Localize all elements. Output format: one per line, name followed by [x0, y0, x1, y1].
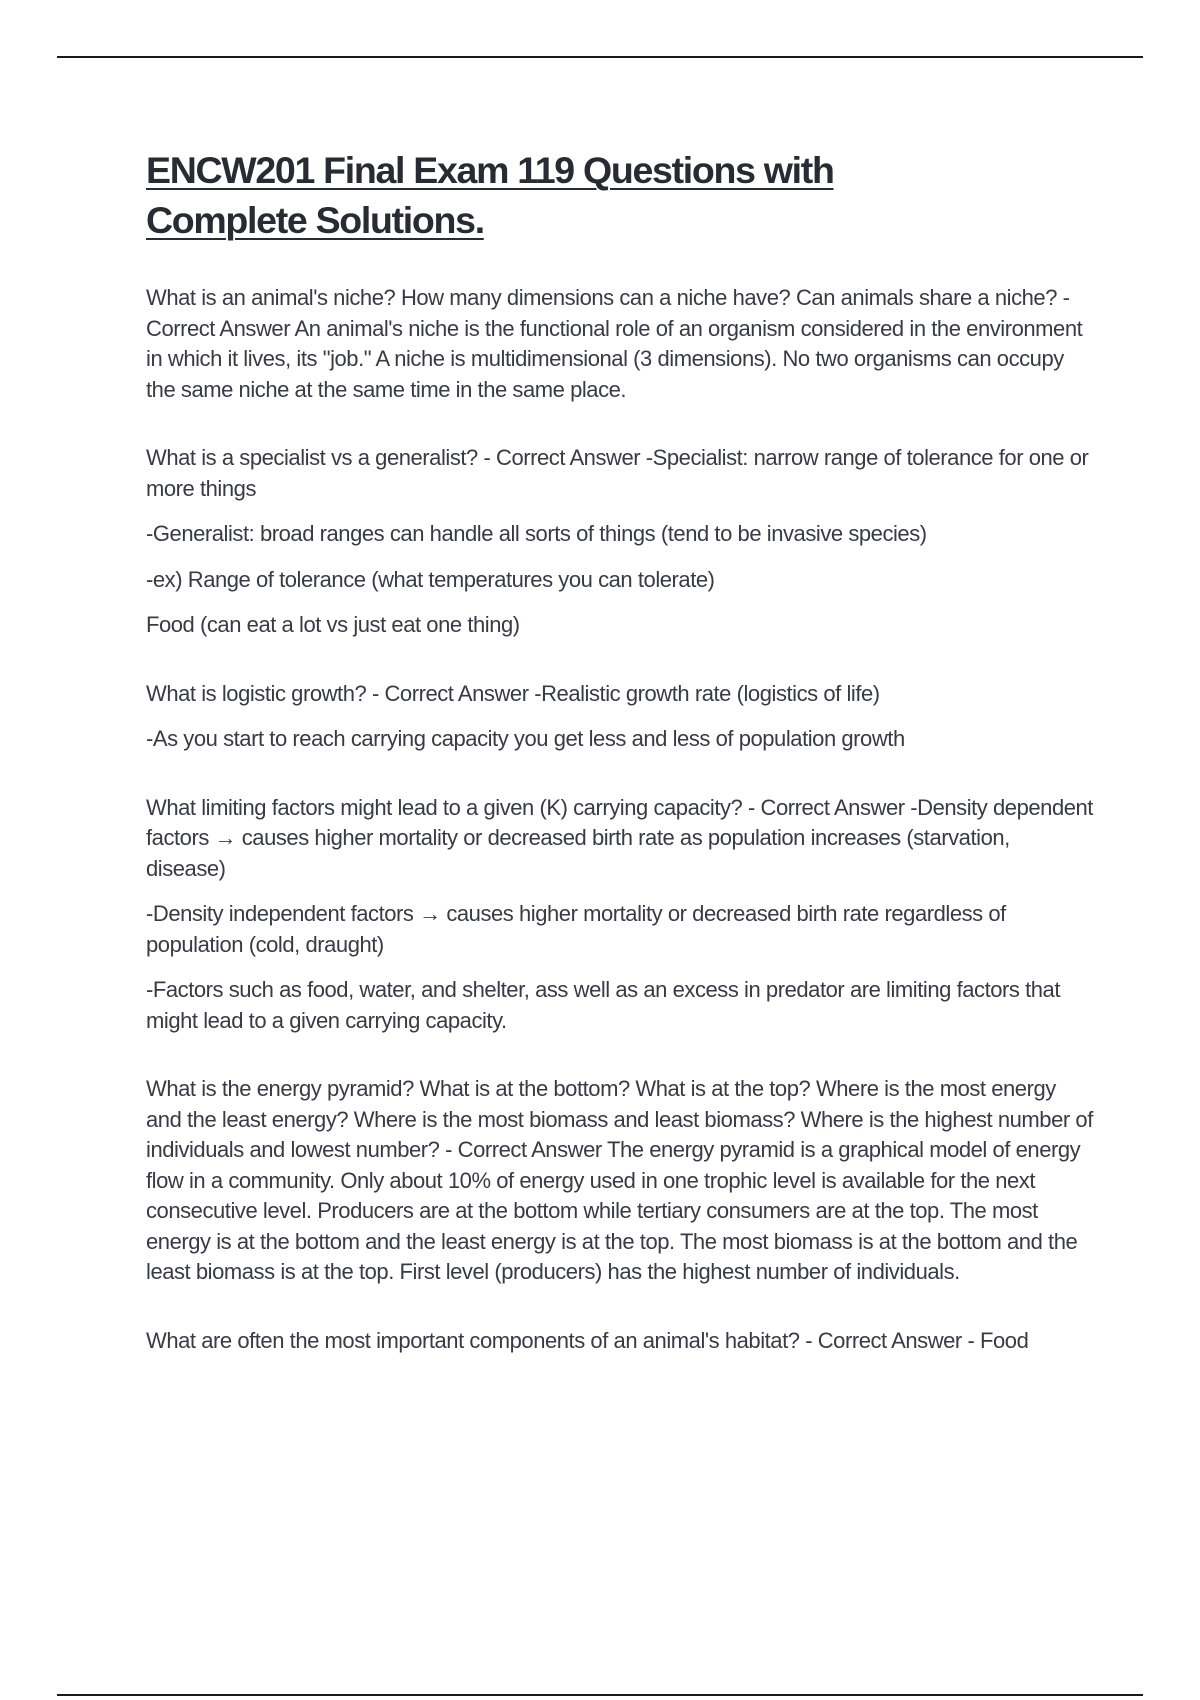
qa-block-energy-pyramid — [146, 1074, 1094, 1288]
qa-paragraph: What is an animal's niche? How many dimensions can a niche have? Can animals share a niche? - Correct Answer An animal's niche is the functional role of an organism considered in the environment in which it lives, its "job." A niche is multidimensional (3 dimensions). No two organisms can occupy the same niche at the same time in the same place. — [146, 285, 1083, 402]
qa-block-niche — [146, 283, 1094, 405]
document-title — [146, 145, 1094, 245]
qa-paragraph: What is logistic growth? - Correct Answer -Realistic growth rate (logistics of life) — [146, 680, 880, 706]
qa-paragraph: What are often the most important components of an animal's habitat? - Correct Answer - Food — [146, 1327, 1029, 1353]
qa-paragraph: Food (can eat a lot vs just eat one thing) — [146, 612, 520, 637]
qa-paragraph: What limiting factors might lead to a given (K) carrying capacity? - Correct Answer -Density dependent factors → causes higher mortality or decreased birth rate as population increases (starvation, disease) — [146, 794, 1093, 881]
qa-block-habitat — [146, 1326, 1094, 1357]
qa-block-specialist — [146, 443, 1094, 641]
document-body — [146, 145, 1094, 1394]
qa-paragraph: What is the energy pyramid? What is at the bottom? What is at the top? Where is the most energy and the least energy? Where is the most biomass and least biomass? Where is the highest number of individuals and lowest number? - Correct Answer The energy pyramid is a graphical model of energy flow in a community. Only about 10% of energy used in one trophic level is available for the next consecutive level. Producers are at the bottom while tertiary consumers are at the top. The most energy is at the bottom and the least energy is at the top. The most biomass is at the bottom and the least biomass is at the top. First level (producers) has the highest number of individuals. — [146, 1076, 1093, 1284]
qa-block-limiting-factors — [146, 793, 1094, 1037]
qa-paragraph: -Factors such as food, water, and shelter, ass well as an excess in predator are limiting factors that might lead to a given carrying capacity. — [146, 977, 1061, 1033]
qa-paragraph: What is a specialist vs a generalist? - Correct Answer -Specialist: narrow range of tolerance for one or more things — [146, 445, 1089, 501]
qa-block-logistic-growth — [146, 679, 1094, 755]
qa-paragraph: -As you start to reach carrying capacity you get less and less of population growth — [146, 726, 905, 751]
top-rule — [57, 56, 1143, 58]
title-line-2: Complete Solutions. — [146, 199, 484, 241]
qa-paragraph: -ex) Range of tolerance (what temperatures you can tolerate) — [146, 566, 715, 592]
qa-paragraph: -Generalist: broad ranges can handle all sorts of things (tend to be invasive species) — [146, 521, 927, 546]
qa-paragraph: -Density independent factors → causes higher mortality or decreased birth rate regardless of population (cold, draught) — [146, 901, 1006, 957]
bottom-rule — [57, 1694, 1143, 1696]
title-line-1: ENCW201 Final Exam 119 Questions with — [146, 149, 834, 191]
